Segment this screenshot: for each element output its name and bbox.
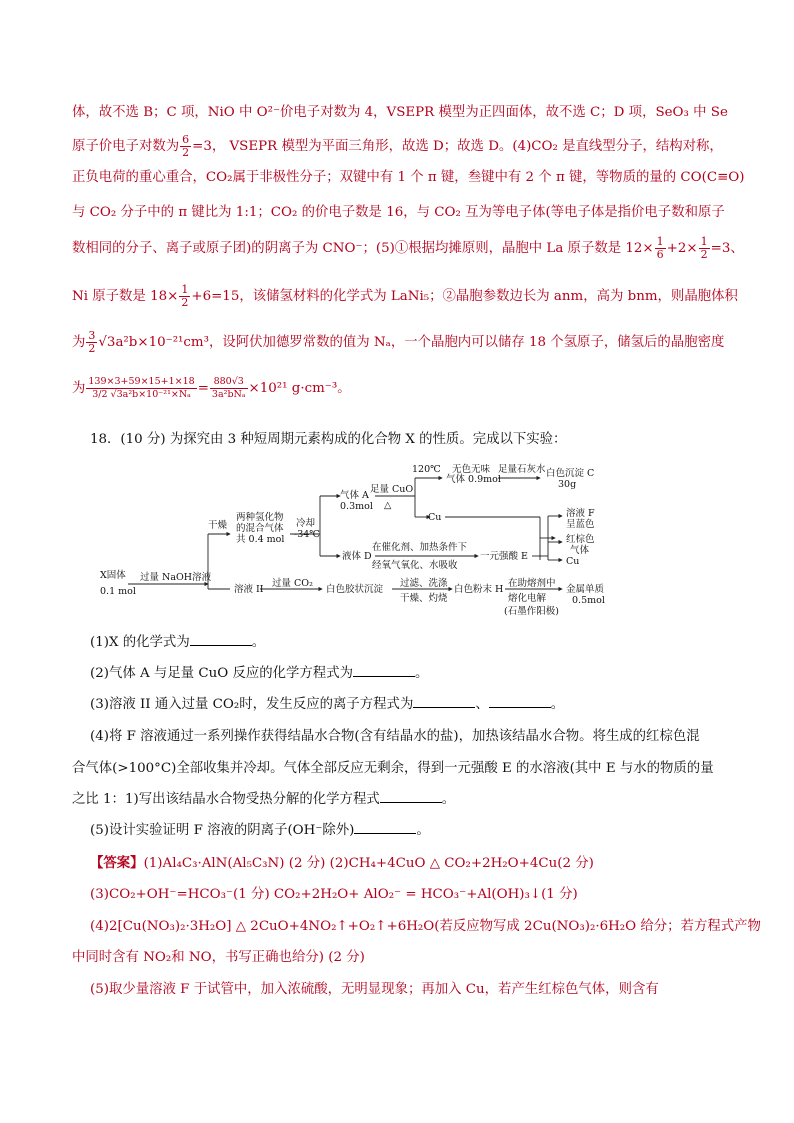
answer-text: ×10²¹ g·cm⁻³。	[248, 381, 351, 396]
question-text: 。	[251, 635, 266, 650]
question-text: 。	[414, 666, 429, 681]
answer-text: =3、	[710, 241, 744, 256]
fraction: $\frac{1}{6}$	[656, 235, 664, 261]
naoh-label: 过量 NaOH溶液	[140, 572, 212, 583]
answer-blank[interactable]	[489, 695, 551, 708]
gas-a-amount: 0.3mol	[340, 501, 373, 512]
fraction: $\frac{880√3}{\text{3a²bNₐ}}$	[211, 376, 246, 400]
answer-text: +2×	[666, 241, 698, 256]
experiment-flow-diagram	[100, 456, 620, 626]
metal-amount: 0.5mol	[572, 595, 605, 606]
question-text: 。	[441, 792, 456, 807]
question-header: 18．(10 分) 为探究由 3 种短周期元素构成的化合物 X 的性质。完成以下实验：	[90, 432, 567, 447]
answer-3: (3)CO₂+OH⁻=HCO₃⁻(1 分) CO₂+2H₂O+ AlO₂⁻ = HCO₃⁻+Al(OH)₃↓(1 分)	[90, 887, 578, 902]
solution-ii-label: 溶液 II	[234, 584, 264, 595]
answer-1-2	[90, 853, 750, 874]
red-gas-label-1: 红棕色	[566, 534, 595, 545]
answer-blank[interactable]	[190, 633, 252, 646]
answer-blank[interactable]	[413, 695, 475, 708]
cu-product-label: Cu	[566, 556, 580, 567]
fraction: $\frac{1}{2}$	[181, 283, 189, 309]
answer-line-3: 正负电荷的重心重合，CO₂属于非极性分子；双键中有 1 个 π 键，叁键中有 2 个 π 键，等物质的量的 CO(C≡O)	[72, 170, 745, 185]
colorless-gas-label-2: 气体 0.9mol	[446, 474, 501, 485]
answer-line-4: 与 CO₂ 分子中的 π 键比为 1:1；CO₂ 的价电子数是 16，与 CO₂ 互为等电子体(等电子体是指价电子数和原子	[72, 205, 725, 220]
acid-e-label: 一元强酸 E	[480, 551, 528, 562]
answer-line-1: 体，故不选 B；C 项，NiO 中 O²⁻价电子对数为 4，VSEPR 模型为正四面体，故不选 C；D 项，SeO₃ 中 Se	[72, 105, 728, 120]
cuo-label: 足量 CuO	[370, 484, 414, 495]
catalyst-label: 在催化剂、加热条件下	[372, 542, 468, 553]
fraction: $\frac{139\times 3+59\times 15+1\times 18}{\text{3/2 √3a²b×10⁻²¹×Nₐ}}$	[88, 376, 195, 400]
white-gel-label: 白色胶状沉淀	[326, 584, 384, 595]
fraction: $\frac{6}{2}$	[182, 133, 190, 159]
answer-text: =	[197, 381, 209, 396]
red-gas-label-2: 气体	[570, 545, 590, 556]
graphite-label: (石墨作阳极)	[504, 606, 559, 617]
solution-f-label-2: 呈蓝色	[566, 519, 595, 530]
fraction: $\frac{1}{2}$	[700, 235, 708, 261]
flux-label-1: 在助熔剂中	[508, 578, 556, 589]
mixed-gas-label-3: 共 0.4 mol	[236, 534, 285, 545]
question-5	[90, 821, 750, 841]
answer-4-line-2: 中同时含有 NO₂和 NO，书写正确也给分) (2 分)	[72, 950, 365, 965]
answer-text: 原子价电子对数为	[72, 139, 180, 154]
answer-text: (1)Al₄C₃·AlN(Al₅C₃N) (2 分) (2)CH₄+4CuO △ CO₂+2H₂O+4Cu(2 分)	[143, 856, 594, 871]
answer-text: √3a²b×10⁻²¹cm³，设阿伏加德罗常数的值为 Nₐ，一个晶胞内可以储存 18 个氢原子，储氢后的晶胞密度	[98, 335, 725, 350]
mixed-gas-label-1: 两种氢化物	[236, 512, 284, 523]
question-4-line-2: 合气体(>100°C)全部收集并冷却。气体全部反应无剩余，得到一元强酸 E 的水溶液(其中 E 与水的物质的量	[72, 761, 714, 776]
fraction: $\frac{3}{2}$	[88, 329, 96, 355]
gas-a-label: 气体 A	[340, 490, 369, 501]
answer-line-6	[72, 283, 738, 309]
answer-line-7	[72, 330, 732, 355]
answer-text: 为	[72, 381, 86, 396]
answer-line-5	[72, 235, 744, 261]
flux-label-2: 熔化电解	[508, 593, 547, 604]
answer-text: =3， VSEPR 模型为平面三角形，故选 D；故选 D。(4)CO₂ 是直线型分子，结构对称，	[192, 139, 723, 154]
question-2	[90, 664, 750, 684]
answer-key-label: 【答案】	[90, 855, 144, 871]
answer-text: +6=15，该储氢材料的化学式为 LaNi₅；②晶胞参数边长为 anm，高为 bnm，则晶胞体积	[191, 289, 738, 304]
colorless-gas-label-1: 无色无味	[452, 464, 491, 475]
question-text: 。	[416, 823, 430, 838]
question-text: (1)X 的化学式为	[90, 635, 190, 650]
dry-burn-label: 干燥、灼烧	[400, 593, 448, 604]
question-text: (5)设计实验证明 F 溶液的阴离子(OH⁻除外)	[90, 823, 355, 838]
filter-label: 过滤、洗涤	[400, 578, 448, 589]
solution-f-label-1: 溶液 F	[566, 508, 595, 519]
answer-5: (5)取少量溶液 F 于试管中，加入浓硫酸，无明显现象；再加入 Cu，若产生红棕色气体，则含有	[90, 982, 659, 997]
temperature-label: -34℃	[294, 529, 320, 540]
heat-delta: △	[384, 500, 392, 511]
question-text: 、	[475, 697, 489, 712]
cu-label: Cu	[428, 512, 442, 523]
limewater-label: 足量石灰水	[498, 464, 546, 475]
liquid-d-label: 液体 D	[342, 551, 372, 562]
x-solid-label: X固体	[100, 570, 126, 581]
answer-text: Ni 原子数是 18×	[72, 289, 179, 304]
answer-blank[interactable]	[380, 790, 442, 803]
answer-line-8	[72, 376, 732, 401]
temp-120-label: 120℃	[412, 464, 441, 475]
question-3	[90, 695, 750, 715]
question-text: (3)溶液 II 通入过量 CO₂时，发生反应的离子方程式为	[90, 697, 414, 712]
answer-text: 数相同的分子、离子或原子团)的阴离子为 CNO⁻；(5)①根据均摊原则，晶胞中 La 原子数是 12×	[72, 241, 654, 256]
metal-label: 金属单质	[566, 584, 605, 595]
oxidize-label: 经氧气氧化、水吸收	[372, 560, 458, 571]
question-text: 。	[550, 697, 565, 712]
question-1	[90, 633, 750, 653]
answer-blank[interactable]	[353, 664, 415, 677]
dry-label: 干燥	[208, 520, 228, 531]
cool-label: 冷却	[296, 518, 316, 529]
answer-4-line-1: (4)2[Cu(NO₃)₂·3H₂O] △ 2CuO+4NO₂↑+O₂↑+6H₂O(若反应物写成 2Cu(NO₃)₂·6H₂O 给分；若方程式产物	[90, 919, 761, 934]
answer-blank[interactable]	[354, 821, 416, 834]
white-ppt-label: 白色沉淀 C	[546, 468, 595, 479]
x-amount-label: 0.1 mol	[100, 586, 136, 597]
white-ppt-amount: 30g	[558, 479, 577, 490]
white-powder-label: 白色粉末 H	[454, 584, 504, 595]
question-text: (2)气体 A 与足量 CuO 反应的化学方程式为	[90, 666, 353, 681]
answer-line-2	[72, 134, 732, 159]
question-4-line-3	[72, 790, 732, 810]
mixed-gas-label-2: 的混合气体	[236, 523, 284, 534]
question-text: 之比 1：1)写出该结晶水合物受热分解的化学方程式	[72, 792, 380, 807]
answer-text: 为	[72, 335, 86, 350]
question-4-line-1: (4)将 F 溶液通过一系列操作获得结晶水合物(含有结晶水的盐)，加热该结晶水合物。将生成的红棕色混	[90, 729, 700, 744]
co2-label: 过量 CO₂	[272, 578, 313, 589]
